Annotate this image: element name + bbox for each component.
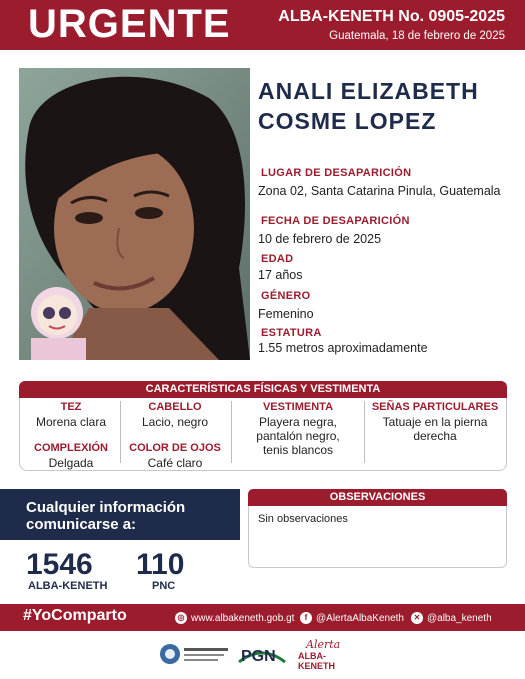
urgent-title: URGENTE (28, 2, 231, 46)
header-bar (0, 0, 525, 50)
complexion-label: COMPLEXIÓN (34, 442, 108, 454)
complexion-value: Delgada (48, 456, 94, 470)
column-divider (364, 401, 365, 463)
twitter-text: @AlertaAlbaKeneth (316, 612, 404, 624)
fecha-value: 10 de febrero de 2025 (258, 232, 382, 246)
genero-label: GÉNERO (261, 290, 311, 302)
senas-line: derecha (413, 429, 457, 443)
person-name-line2: COSME LOPEZ (258, 108, 437, 134)
instagram-text: @alba_keneth (427, 612, 492, 624)
alerta-logo-script: Alerta (306, 638, 341, 651)
phone-alba-keneth[interactable]: 1546 (26, 548, 93, 581)
government-logo (160, 638, 230, 672)
instagram-link[interactable] (411, 612, 492, 624)
vestimenta-label: VESTIMENTA (262, 401, 334, 413)
ojos-value: Café claro (147, 456, 203, 470)
edad-value: 17 años (258, 268, 303, 282)
observations-text: Sin observaciones (258, 513, 348, 525)
ojos-label: COLOR DE OJOS (129, 442, 221, 454)
cabello-label: CABELLO (148, 401, 202, 413)
alerta-alba-keneth-logo (298, 638, 358, 672)
person-name-line1: ANALI ELIZABETH (258, 78, 479, 104)
estatura-label: ESTATURA (261, 327, 322, 339)
fecha-label: FECHA DE DESAPARICIÓN (261, 215, 410, 227)
lugar-label: LUGAR DE DESAPARICIÓN (261, 167, 412, 179)
globe-icon: ◎ (175, 612, 187, 624)
vestimenta-value (233, 415, 363, 457)
x-icon: ✕ (411, 612, 423, 624)
cabello-value: Lacio, negro (141, 415, 209, 429)
vestimenta-line: pantalón negro, (256, 429, 340, 443)
facebook-icon: f (300, 612, 312, 624)
pgn-logo-text: PGN (241, 648, 276, 665)
contact-line1: Cualquier información (26, 499, 186, 516)
column-divider (231, 401, 232, 463)
senas-label: SEÑAS PARTICULARES (371, 401, 499, 413)
missing-person-photo (19, 68, 250, 360)
genero-value: Femenino (258, 307, 314, 321)
twitter-link[interactable] (300, 612, 404, 624)
estatura-value: 1.55 metros aproximadamente (258, 341, 428, 355)
coat-of-arms-icon (160, 638, 230, 672)
phone-alba-keneth-label: ALBA-KENETH (28, 580, 108, 592)
senas-line: Tatuaje en la pierna (382, 415, 488, 429)
lugar-value: Zona 02, Santa Catarina Pinula, Guatemala (258, 184, 501, 198)
phone-pnc-label: PNC (152, 580, 176, 592)
observations-title: OBSERVACIONES (248, 489, 507, 506)
website-link[interactable] (175, 612, 294, 624)
contact-banner (0, 489, 240, 540)
senas-value (370, 415, 500, 443)
tez-label: TEZ (60, 401, 82, 413)
website-text: www.albakeneth.gob.gt (191, 612, 295, 624)
characteristics-title: CARACTERÍSTICAS FÍSICAS Y VESTIMENTA (19, 381, 507, 398)
alerta-logo-name: ALBA-KENETH (298, 651, 336, 671)
pgn-logo (237, 638, 287, 672)
edad-label: EDAD (261, 253, 294, 265)
phone-pnc[interactable]: 110 (136, 548, 185, 581)
footer-bar (0, 604, 525, 631)
vestimenta-line: Playera negra, (258, 415, 338, 429)
person-name (258, 76, 518, 136)
issue-place-date: Guatemala, 18 de febrero de 2025 (329, 30, 505, 42)
contact-line2: comunicarse a: (26, 516, 137, 533)
tez-value: Morena clara (35, 415, 107, 429)
portrait-illustration (19, 68, 250, 360)
alert-code: ALBA-KENETH No. 0905-2025 (278, 8, 505, 25)
hashtag: #YoComparto (23, 607, 127, 624)
vestimenta-line: tenis blancos (262, 443, 334, 457)
